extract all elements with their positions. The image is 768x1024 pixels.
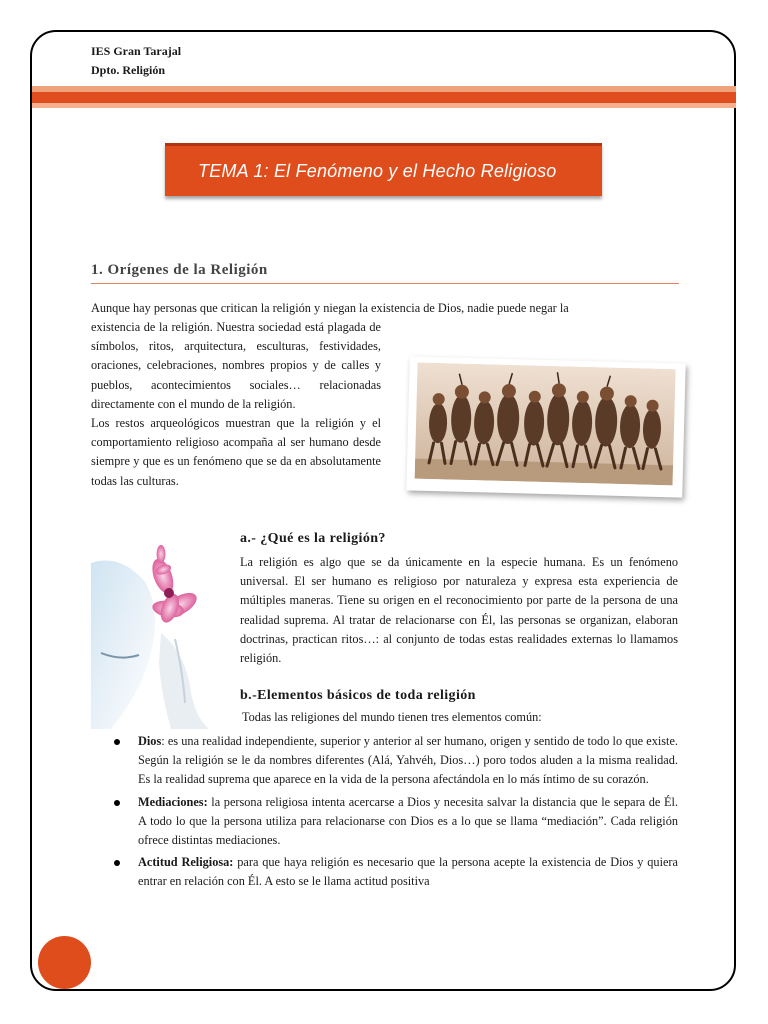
list-item [110,853,678,891]
bullet-icon [114,800,120,806]
intro-paragraph-continuation: existencia de la religión. Nuestra sociedad está plagada de símbolos, ritos, arquitectura, esculturas, festividades, oraciones, celebraciones, nombres propios y de calles y pueblos, acontecimientos sociales… relacionadas directamente con el mundo de la religión. [91,320,381,411]
archaeology-paragraph: Los restos arqueológicos muestran que la religión y el comportamiento religioso acompaña al ser humano desde siempre y que es un fenómeno que se da en absolutamente todas las culturas. [91,416,381,488]
list-item-term: Actitud Religiosa: [138,855,234,870]
bullet-icon [114,739,120,745]
header-stripe-bottom [32,103,736,108]
list-item-text: la persona religiosa intenta acercarse a Dios y necesita salvar la distancia que le separa de Él. A todo lo que la persona utiliza para relacionarse con Dios es a lo que se llama “mediación”. Cada religión ofrece distintas mediaciones. [138,794,678,848]
basic-elements-intro: Todas las religiones del mundo tienen tres elementos común: [242,710,542,724]
dance-illustration [415,363,676,486]
title-banner [165,143,602,196]
bullet-icon [114,860,120,866]
list-item [110,793,678,851]
list-item-term: Mediaciones: [138,794,208,809]
flower-photo [91,543,229,729]
header-block [91,42,181,80]
subheading-what-is-religion: a.- ¿Qué es la religión? [240,531,386,546]
page-title: TEMA 1: El Fenómeno y el Hecho Religioso [198,160,557,181]
dance-photo [406,356,685,497]
list-item-text: : es una realidad independiente, superior y anterior al ser humano, origen y sentido de todo lo que existe. Según la religión se le da nombres diferentes (Alá, Yahvéh, Dios…) poro todos aluden a la misma realidad. Es la realidad suprema que aparece en la vida de la persona afectándola en lo más íntimo de su corazón. [138,734,678,787]
what-is-religion-paragraph: La religión es algo que se da únicamente en la especie humana. Es un fenómeno universal. El ser humano es religioso por naturaleza y expresa esta experiencia de múltiples maneras. Tiene su origen en el reconocimiento por parte de la persona de una realidad suprema. Al tratar de relacionarse con Él, las personas se organizan, elaboran doctrinas, practican ritos…: al conjunto de todas estas realidades externas lo llamamos religión. [240,555,678,666]
section-heading-origins: 1. Orígenes de la Religión [91,262,679,284]
list-item-text: para que haya religión es necesario que la persona acepte la existencia de Dios y quiera entrar en relación con Él. A esto se le llama actitud positiva [138,855,678,889]
intro-paragraph-left [91,318,381,491]
department-name: Dpto. Religión [91,63,166,77]
school-name: IES Gran Tarajal [91,44,182,58]
subheading-basic-elements: b.-Elementos básicos de toda religión [240,688,476,703]
page-corner-circle [38,936,91,989]
intro-paragraph-first-line: Aunque hay personas que critican la religión y niegan la existencia de Dios, nadie puede negar la [91,301,569,315]
list-item [110,732,678,790]
list-item-term: Dios [138,734,162,748]
elements-list [110,732,678,895]
header-stripe [32,92,736,103]
